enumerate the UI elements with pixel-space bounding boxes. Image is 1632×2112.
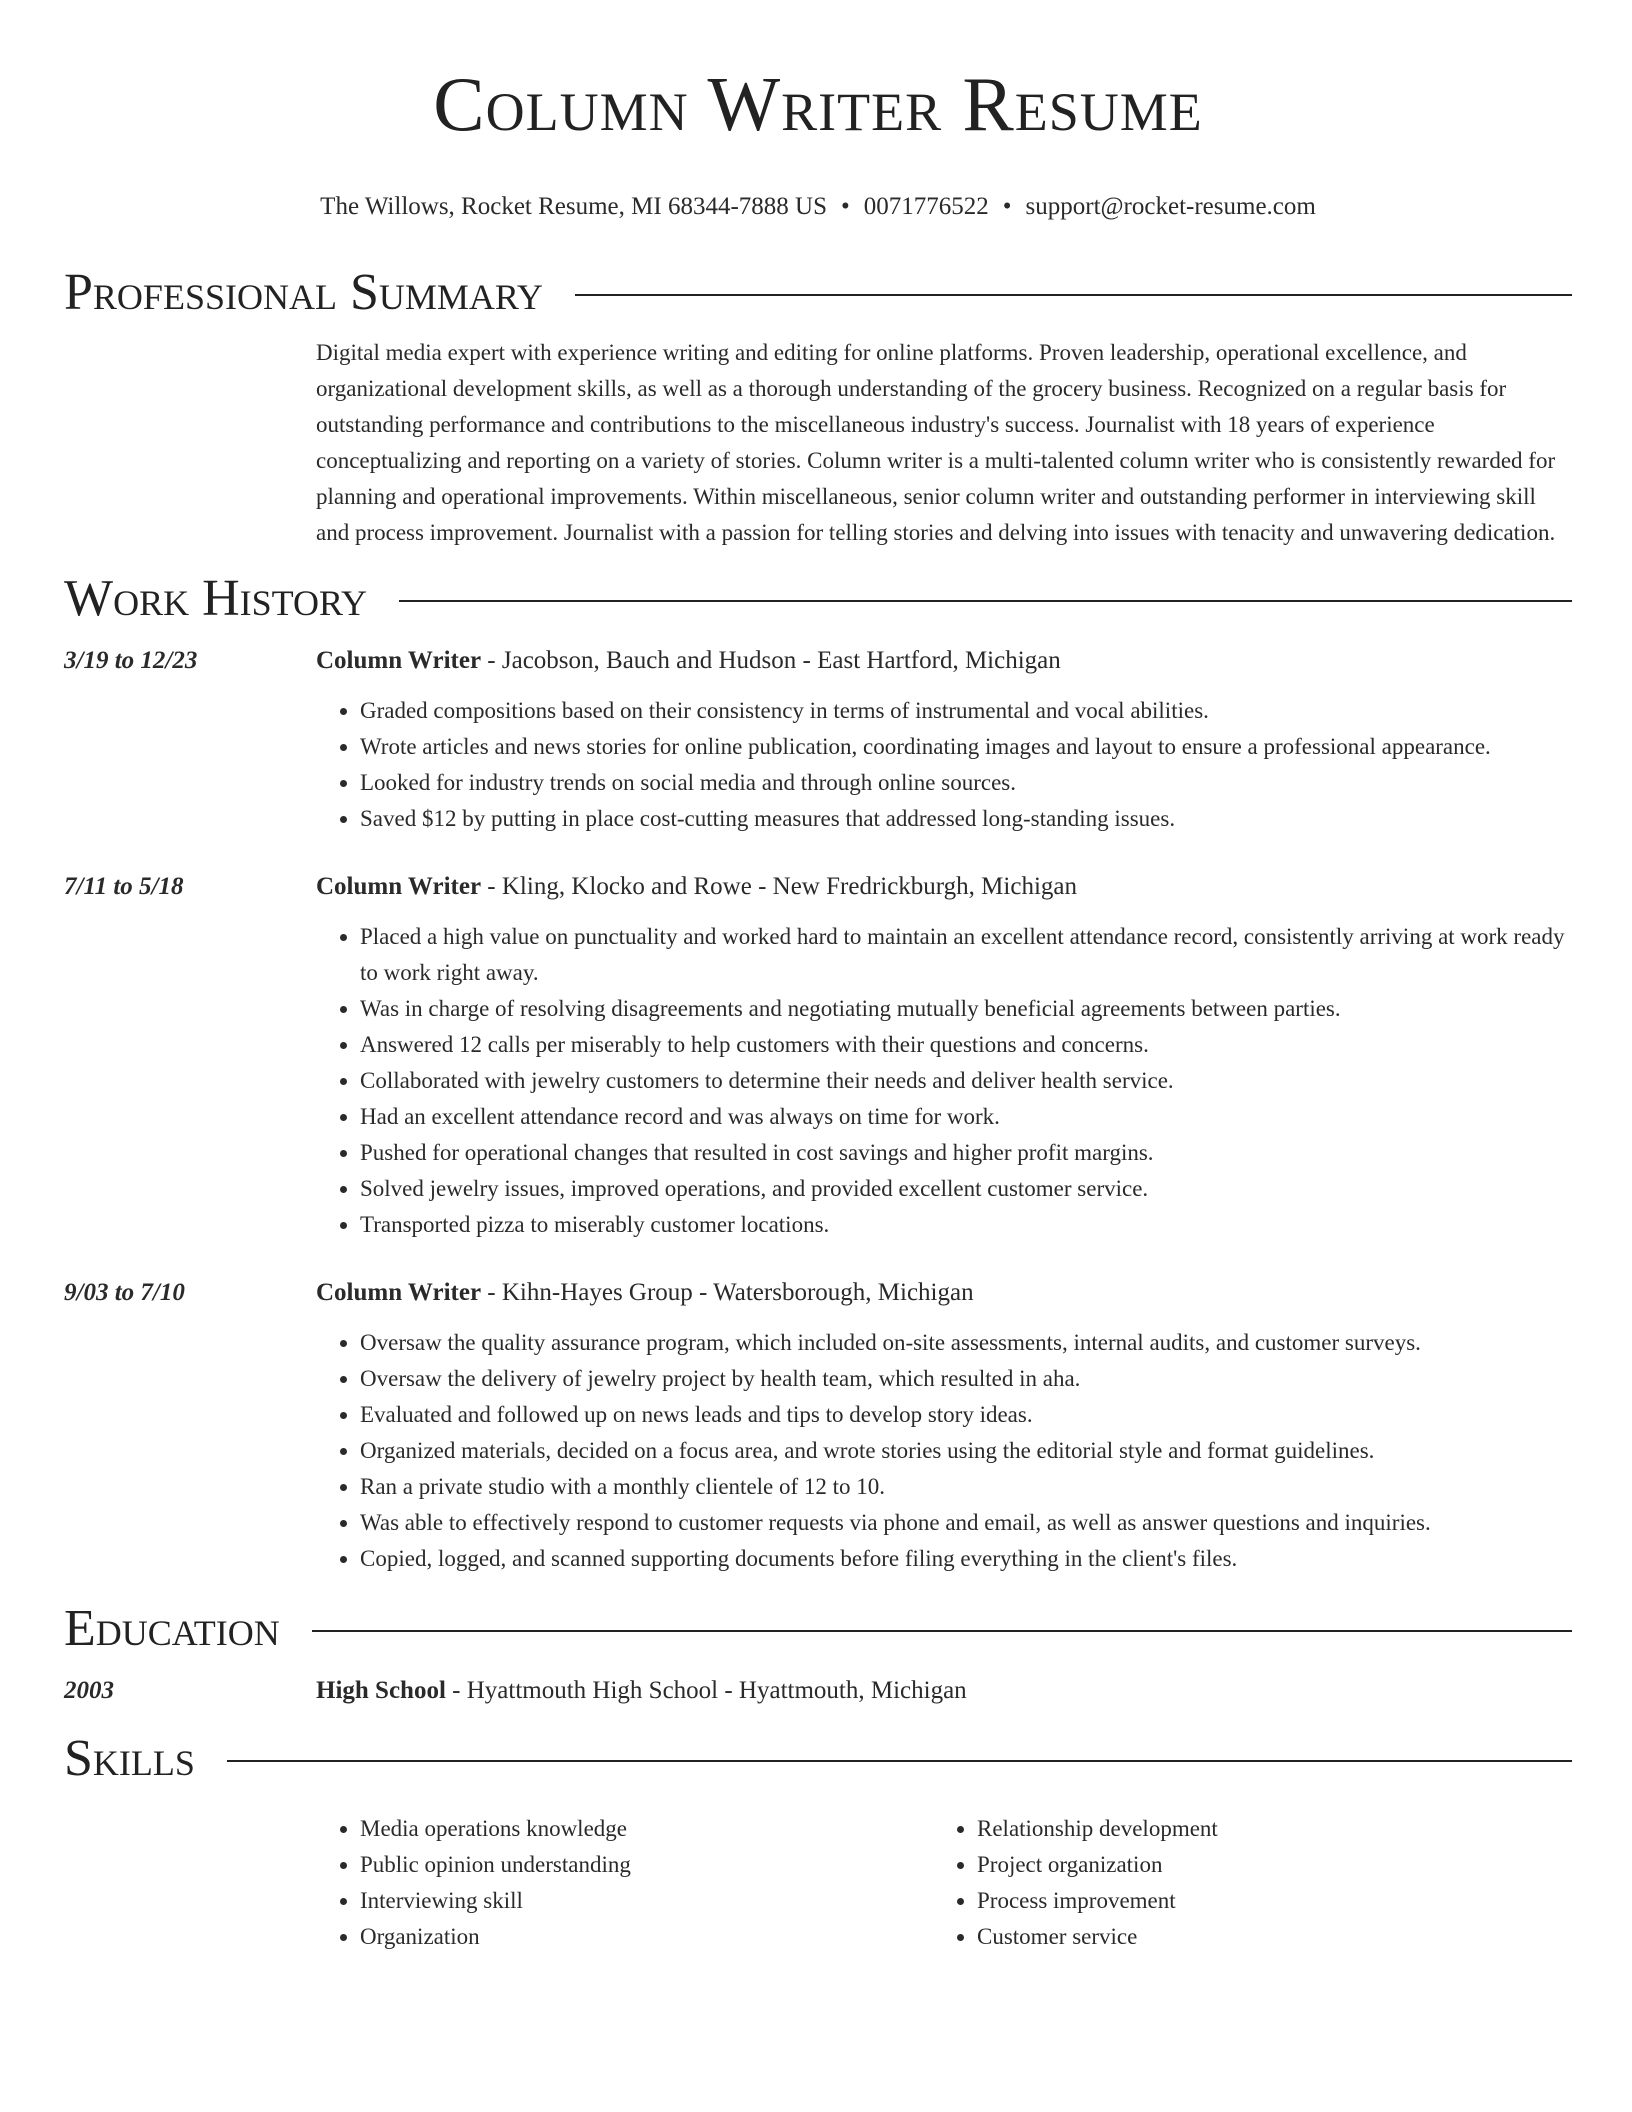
- list-item: • Placed a high value on punctuality and worked hard to maintain an excellent attendance record, consistently arriving at work ready to work right away.: [360, 919, 1572, 991]
- job-bullets: [316, 693, 1572, 837]
- job-body: [316, 643, 1572, 837]
- contact-phone: 0071776522: [863, 193, 989, 220]
- skill-item: • Interviewing skill: [360, 1883, 933, 1919]
- education-body: [316, 1673, 1572, 1709]
- list-item: • Transported pizza to miserably customer locations.: [360, 1207, 1572, 1243]
- list-item: • Was in charge of resolving disagreements and negotiating mutually beneficial agreements between parties.: [360, 991, 1572, 1027]
- section-divider: [312, 1630, 1572, 1632]
- list-item: • Evaluated and followed up on news leads and tips to develop story ideas.: [360, 1397, 1572, 1433]
- list-item: • Oversaw the delivery of jewelry project by health team, which resulted in aha.: [360, 1361, 1572, 1397]
- contact-separator: •: [841, 193, 850, 220]
- summary-section-header: [64, 263, 1572, 323]
- section-divider: [227, 1760, 1572, 1762]
- job-title: Column Writer: [316, 1279, 482, 1306]
- work-section-title: Work History: [64, 570, 368, 627]
- job-body: [316, 869, 1572, 1243]
- list-item: • Solved jewelry issues, improved operations, and provided excellent customer service.: [360, 1171, 1572, 1207]
- list-item: • Answered 12 calls per miserably to help customers with their questions and concerns.: [360, 1027, 1572, 1063]
- job-details: - Kihn-Hayes Group - Watersborough, Michigan: [481, 1279, 974, 1306]
- job-title: Column Writer: [316, 873, 482, 900]
- skills-section-header: [64, 1729, 1572, 1789]
- list-item: • Looked for industry trends on social media and through online sources.: [360, 765, 1572, 801]
- education-degree: High School: [316, 1677, 446, 1704]
- skill-item: • Project organization: [977, 1847, 1550, 1883]
- education-section-title: Education: [64, 1600, 280, 1657]
- list-item: • Had an excellent attendance record and was always on time for work.: [360, 1099, 1572, 1135]
- job-heading: [316, 643, 1572, 679]
- education-entry: [64, 1673, 1572, 1709]
- skill-item: • Public opinion understanding: [360, 1847, 933, 1883]
- education-heading: [316, 1673, 1572, 1709]
- section-divider: [575, 294, 1572, 296]
- job-dates: 3/19 to 12/23: [64, 647, 198, 674]
- skills-column-right: [933, 1811, 1550, 1955]
- resume-page: [64, 0, 1572, 1955]
- job-details: - Kling, Klocko and Rowe - New Fredrickburgh, Michigan: [481, 873, 1077, 900]
- summary-text: Digital media expert with experience writing and editing for online platforms. Proven leadership, operational excellence, and organizational development skills, as well as a thorough understanding of the grocery business. Recognized on a regular basis for outstanding performance and contributions to the miscellaneous industry's success. Journalist with 18 years of experience conceptualizing and reporting on a variety of stories. Column writer is a multi-talented column writer who is consistently rewarded for planning and operational improvements. Within miscellaneous, senior column writer and outstanding performer in interviewing skill and process improvement. Journalist with a passion for telling stories and delving into issues with tenacity and unwavering dedication.: [316, 340, 1556, 545]
- list-item: • Wrote articles and news stories for online publication, coordinating images and layout to ensure a professional appearance.: [360, 729, 1572, 765]
- contact-separator: •: [1002, 193, 1012, 220]
- education-details: - Hyattmouth High School - Hyattmouth, Michigan: [445, 1677, 967, 1704]
- list-item: • Saved $12 by putting in place cost-cutting measures that addressed long-standing issues.: [360, 801, 1572, 837]
- section-divider: [399, 600, 1572, 602]
- job-title: Column Writer: [316, 647, 482, 674]
- contact-email: support@rocket-resume.com: [1025, 193, 1316, 220]
- list-item: • Copied, logged, and scanned supporting documents before filing everything in the client's files.: [360, 1541, 1572, 1577]
- education-year: 2003: [64, 1677, 114, 1704]
- skills-section-title: Skills: [64, 1730, 195, 1787]
- skill-item: • Organization: [360, 1919, 933, 1955]
- list-item: • Graded compositions based on their consistency in terms of instrumental and vocal abilities.: [360, 693, 1572, 729]
- job-bullets: [316, 1325, 1572, 1577]
- job-heading: [316, 1275, 1572, 1311]
- resume-name: Column Writer Resume: [433, 61, 1203, 147]
- list-item: • Oversaw the quality assurance program, which included on-site assessments, internal audits, and customer surveys.: [360, 1325, 1572, 1361]
- list-item: • Pushed for operational changes that resulted in cost savings and higher profit margins.: [360, 1135, 1572, 1171]
- job-entry: [64, 869, 1572, 1243]
- list-item: • Organized materials, decided on a focus area, and wrote stories using the editorial style and format guidelines.: [360, 1433, 1572, 1469]
- job-dates: 7/11 to 5/18: [64, 873, 184, 900]
- work-section-header: [64, 569, 1572, 629]
- summary-section-title: Professional Summary: [64, 264, 543, 321]
- job-bullets: [316, 919, 1572, 1243]
- list-item: • Collaborated with jewelry customers to determine their needs and deliver health service.: [360, 1063, 1572, 1099]
- job-entry: [64, 643, 1572, 837]
- list-item: • Was able to effectively respond to customer requests via phone and email, as well as answer questions and inquiries.: [360, 1505, 1572, 1541]
- job-heading: [316, 869, 1572, 905]
- skills-list: [316, 1811, 1572, 1955]
- skill-item: • Customer service: [977, 1919, 1550, 1955]
- contact-address: The Willows, Rocket Resume, MI 68344-7888 US: [320, 193, 827, 220]
- skills-column-left: [316, 1811, 933, 1955]
- skill-item: • Process improvement: [977, 1883, 1550, 1919]
- skill-item: • Relationship development: [977, 1811, 1550, 1847]
- list-item: • Ran a private studio with a monthly clientele of 12 to 10.: [360, 1469, 1572, 1505]
- job-body: [316, 1275, 1572, 1577]
- education-section-header: [64, 1599, 1572, 1659]
- job-details: - Jacobson, Bauch and Hudson - East Hartford, Michigan: [481, 647, 1061, 674]
- contact-line: [64, 192, 1572, 222]
- job-entry: [64, 1275, 1572, 1577]
- skill-item: • Media operations knowledge: [360, 1811, 933, 1847]
- job-dates: 9/03 to 7/10: [64, 1279, 185, 1306]
